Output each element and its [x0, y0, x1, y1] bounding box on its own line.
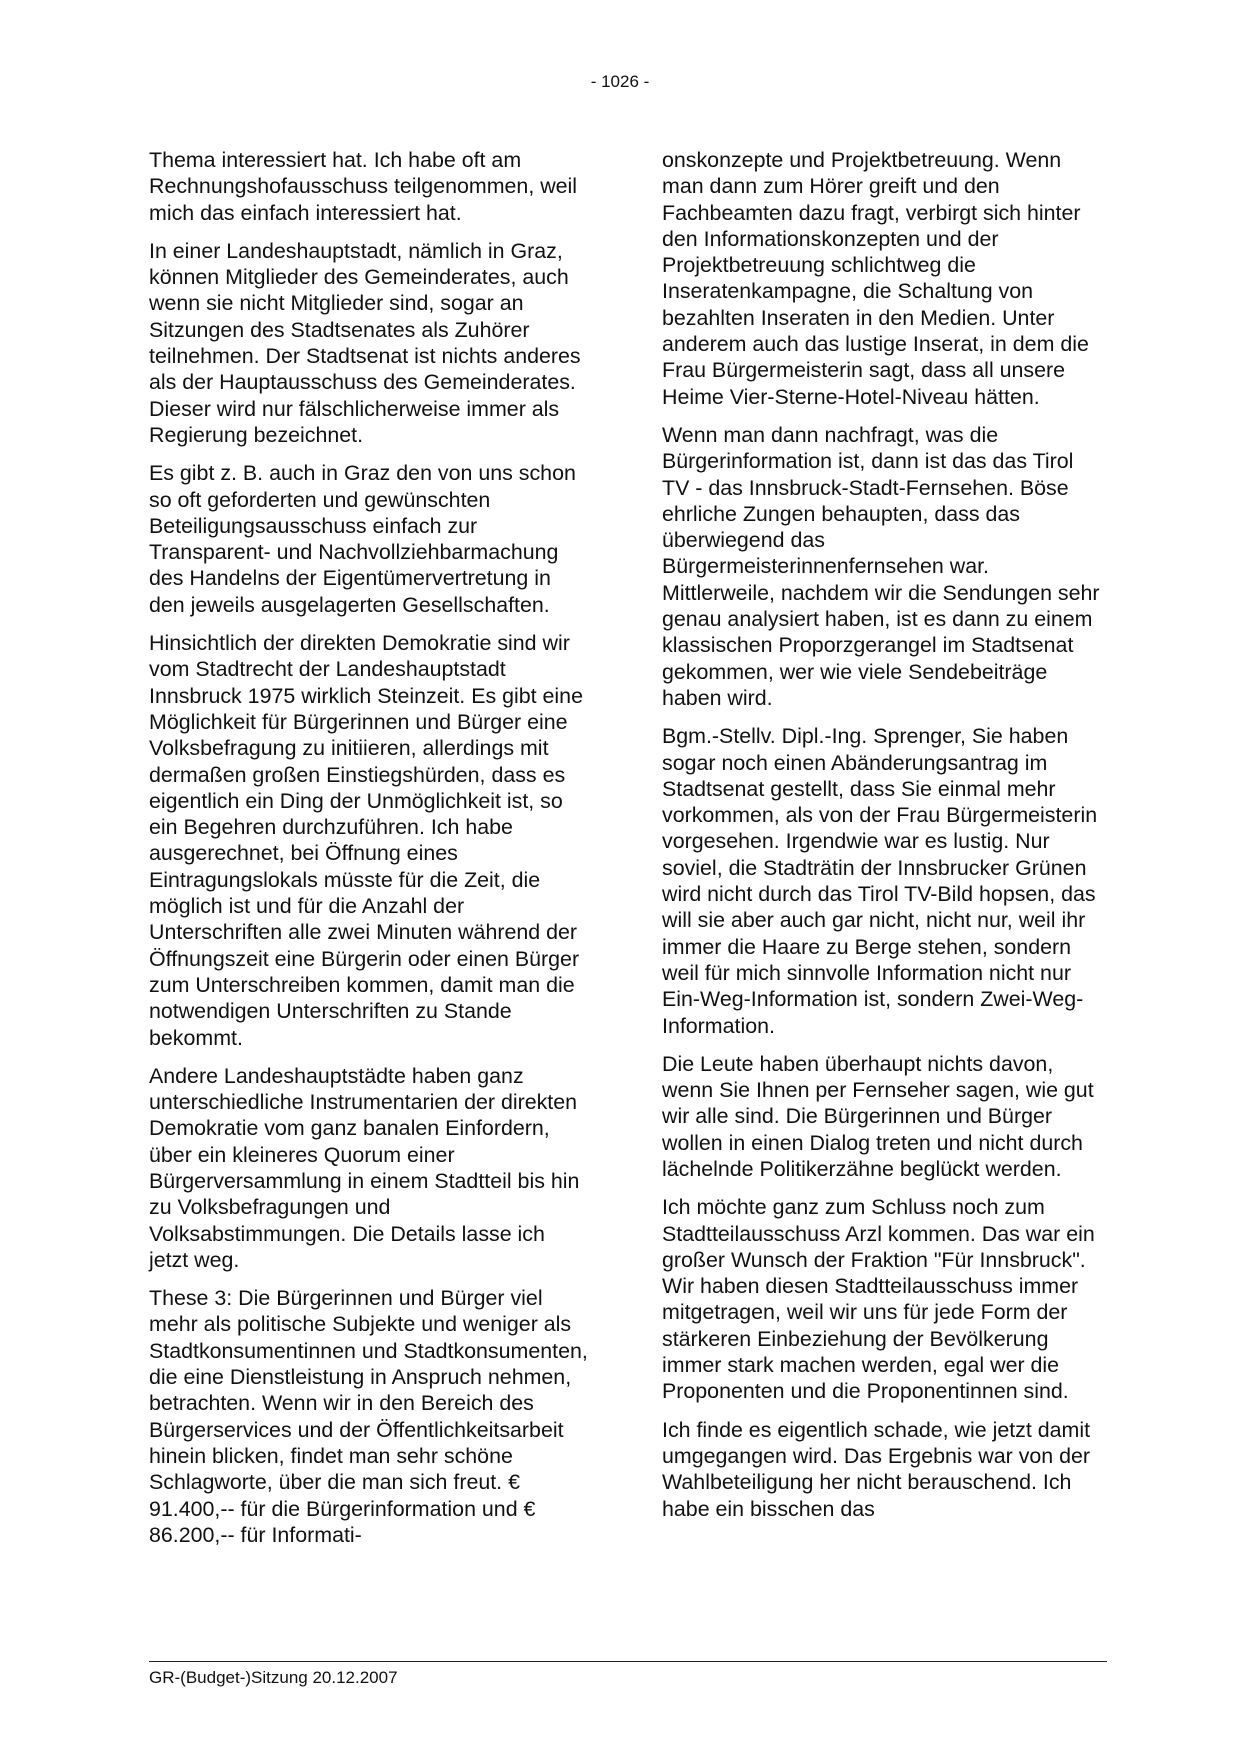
- paragraph: Bgm.-Stellv. Dipl.-Ing. Sprenger, Sie haben sogar noch einen Abänderungsantrag im Stadtsenat gestellt, dass Sie einmal mehr vorkommen, als von der Frau Bürgermeisterin vorgesehen. Irgendwie war es lustig. Nur soviel, die Stadträtin der Innsbrucker Grünen wird nicht durch das Tirol TV-Bild hopsen, das will sie aber auch gar nicht, nicht nur, weil ihr immer die Haare zu Berge stehen, sondern weil für mich sinnvolle Information nicht nur Ein-Weg-Information ist, sondern Zwei-Weg-Information.: [662, 724, 1098, 1038]
- paragraph: Ich finde es eigentlich schade, wie jetzt damit umgegangen wird. Das Ergebnis war von der Wahlbeteiligung her nicht berauschend. Ich habe ein bisschen das: [662, 1417, 1091, 1521]
- paragraph: Ich möchte ganz zum Schluss noch zum Stadtteilausschuss Arzl kommen. Das war ein großer Wunsch der Fraktion "Für Innsbruck". Wir haben diesen Stadtteilausschuss immer mitgetragen, weil wir uns für jede Form der stärkeren Einbeziehung der Bevölkerung immer stark machen werden, egal wer die Proponenten und die Proponentinnen sind.: [662, 1195, 1095, 1404]
- right-column: [662, 147, 1102, 1534]
- paragraph: Thema interessiert hat. Ich habe oft am Rechnungshofausschuss teilgenommen, weil mich das einfach interessiert hat.: [149, 148, 578, 225]
- paragraph: Die Leute haben überhaupt nichts davon, wenn Sie Ihnen per Fernseher sagen, wie gut wir alle sind. Die Bürgerinnen und Bürger wollen in einen Dialog treten und nicht durch lächelnde Politikerzähne beglückt werden.: [662, 1051, 1094, 1181]
- paragraph: In einer Landeshauptstadt, nämlich in Graz, können Mitglieder des Gemeinderates, auch wenn sie nicht Mitglieder sind, sogar an Sitzungen des Stadtsenates als Zuhörer teilnehmen. Der Stadtsenat ist nichts anderes als der Hauptausschuss des Gemeinderates. Dieser wird nur fälschlicherweise immer als Regierung bezeichnet.: [149, 238, 581, 447]
- paragraph: Hinsichtlich der direkten Demokratie sind wir vom Stadtrecht der Landeshauptstadt Innsbruck 1975 wirklich Steinzeit. Es gibt eine Möglichkeit für Bürgerinnen und Bürger eine Volksbefragung zu initiieren, allerdings mit dermaßen großen Einstiegshürden, dass es eigentlich ein Ding der Unmöglichkeit ist, so ein Begehren durchzuführen. Ich habe ausgerechnet, bei Öffnung eines Eintragungslokals müsste für die Zeit, die möglich ist und für die Anzahl der Unterschriften alle zwei Minuten während der Öffnungszeit eine Bürgerin oder einen Bürger zum Unterschreiben kommen, damit man die notwendigen Unterschriften zu Stande bekommt.: [149, 631, 583, 1050]
- paragraph: Andere Landeshauptstädte haben ganz unterschiedliche Instrumentarien der direkten Demokratie vom ganz banalen Einfordern, über ein kleineres Quorum einer Bürgerversammlung in einem Stadtteil bis hin zu Volksbefragungen und Volksabstimmungen. Die Details lasse ich jetzt weg.: [149, 1063, 580, 1272]
- page-number: - 1026 -: [590, 72, 650, 91]
- paragraph: These 3: Die Bürgerinnen und Bürger viel mehr als politische Subjekte und weniger als Stadtkonsumentinnen und Stadtkonsumenten, die eine Dienstleistung in Anspruch nehmen, betrachten. Wenn wir in den Bereich des Bürgerservices und der Öffentlichkeitsarbeit hinein blicken, findet man sehr schöne Schlagworte, über die man sich freut. € 91.400,-- für die Bürgerinformation und € 86.200,-- für Informati-: [149, 1286, 588, 1547]
- footer-text: GR-(Budget-)Sitzung 20.12.2007: [149, 1668, 398, 1687]
- paragraph: Es gibt z. B. auch in Graz den von uns schon so oft geforderten und gewünschten Beteiligungsausschuss einfach zur Transparent- und Nachvollziehbarmachung des Handelns der Eigentümervertretung in den jeweils ausgelagerten Gesellschaften.: [149, 461, 576, 617]
- left-column: [149, 147, 589, 1560]
- paragraph: onskonzepte und Projektbetreuung. Wenn man dann zum Hörer greift und den Fachbeamten dazu fragt, verbirgt sich hinter den Informationskonzepten und der Projektbetreuung schlichtweg die Inseratenkampagne, die Schaltung von bezahlten Inseraten in den Medien. Unter anderem auch das lustige Inserat, in dem die Frau Bürgermeisterin sagt, dass all unsere Heime Vier-Sterne-Hotel-Niveau hätten.: [662, 148, 1089, 409]
- footer-divider: [149, 1661, 1107, 1662]
- paragraph: Wenn man dann nachfragt, was die Bürgerinformation ist, dann ist das das Tirol TV - das Innsbruck-Stadt-Fernsehen. Böse ehrliche Zungen behaupten, dass das überwiegend das Bürgermeisterinnenfernsehen war. Mittlerweile, nachdem wir die Sendungen sehr genau analysiert haben, ist es dann zu einem klassischen Proporzgerangel im Stadtsenat gekommen, wer wie viele Sendebeiträge haben wird.: [662, 422, 1100, 710]
